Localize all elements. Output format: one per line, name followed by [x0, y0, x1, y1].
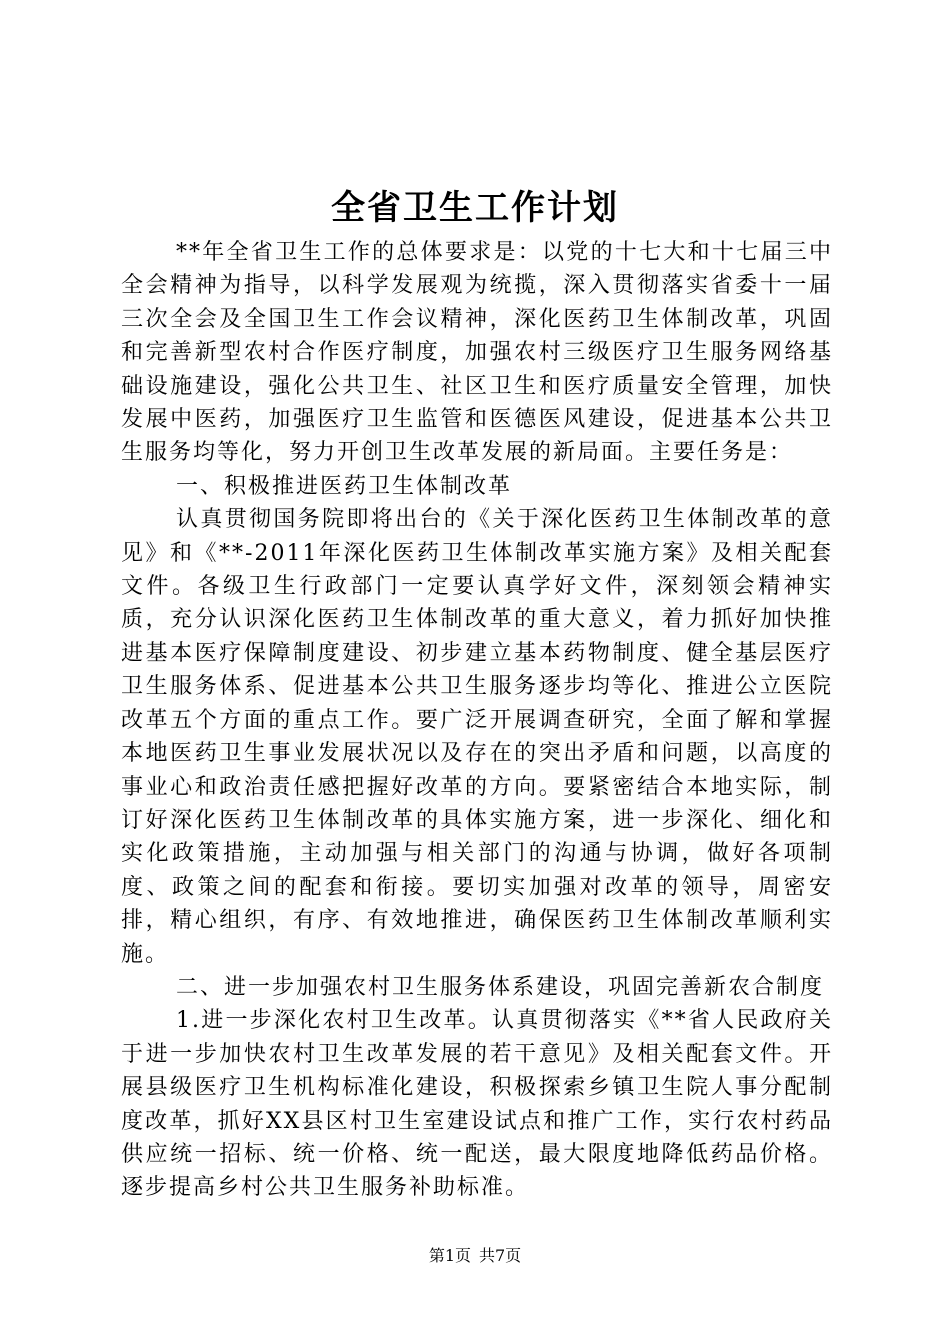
page-total: 共7页	[479, 1246, 522, 1265]
page-number: 第1页	[428, 1246, 471, 1265]
paragraph-rural-reform: 1.进一步深化农村卫生改革。认真贯彻落实《**省人民政府关于进一步加快农村卫生改革发展的若干意见》及相关配套文件。开展县级医疗卫生机构标准化建设，积极探索乡镇卫生院人事分配制度改革，抓好XX县区村卫生室建设试点和推广工作，实行农村药品供应统一招标、统一价格、统一配送，最大限度地降低药品价格。逐步提高乡村公共卫生服务补助标准。	[121, 1008, 833, 1201]
document-title: 全省卫生工作计划	[331, 188, 619, 228]
paragraph-intro: **年全省卫生工作的总体要求是：以党的十七大和十七届三中全会精神为指导，以科学发展观为统揽，深入贯彻落实省委十一届三次全会及全国卫生工作会议精神，深化医药卫生体制改革，巩固和完善新型农村合作医疗制度，加强农村三级医疗卫生服务网络基础设施建设，强化公共卫生、社区卫生和医疗质量安全管理，加快发展中医药，加强医疗卫生监管和医德医风建设，促进基本公共卫生服务均等化，努力开创卫生改革发展的新局面。主要任务是：	[121, 240, 833, 466]
paragraph-reform: 认真贯彻国务院即将出台的《关于深化医药卫生体制改革的意见》和《**-2011年深化医药卫生体制改革实施方案》及相关配套文件。各级卫生行政部门一定要认真学好文件，深刻领会精神实质，充分认识深化医药卫生体制改革的重大意义，着力抓好加快推进基本医疗保障制度建设、初步建立基本药物制度、健全基层医疗卫生服务体系、促进基本公共卫生服务逐步均等化、推进公立医院改革五个方面的重点工作。要广泛开展调查研究，全面了解和掌握本地医药卫生事业发展状况以及存在的突出矛盾和问题，以高度的事业心和政治责任感把握好改革的方向。要紧密结合本地实际，制订好深化医药卫生体制改革的具体实施方案，进一步深化、细化和实化政策措施，主动加强与相关部门的沟通与协调，做好各项制度、政策之间的配套和衔接。要切实加强对改革的领导，周密安排，精心组织，有序、有效地推进，确保医药卫生体制改革顺利实施。	[121, 507, 833, 967]
section-heading-2: 二、进一步加强农村卫生服务体系建设，巩固完善新农合制度	[176, 974, 825, 1000]
page-footer	[0, 1244, 950, 1268]
section-heading-1: 一、积极推进医药卫生体制改革	[176, 473, 513, 499]
document-body	[121, 236, 833, 1205]
